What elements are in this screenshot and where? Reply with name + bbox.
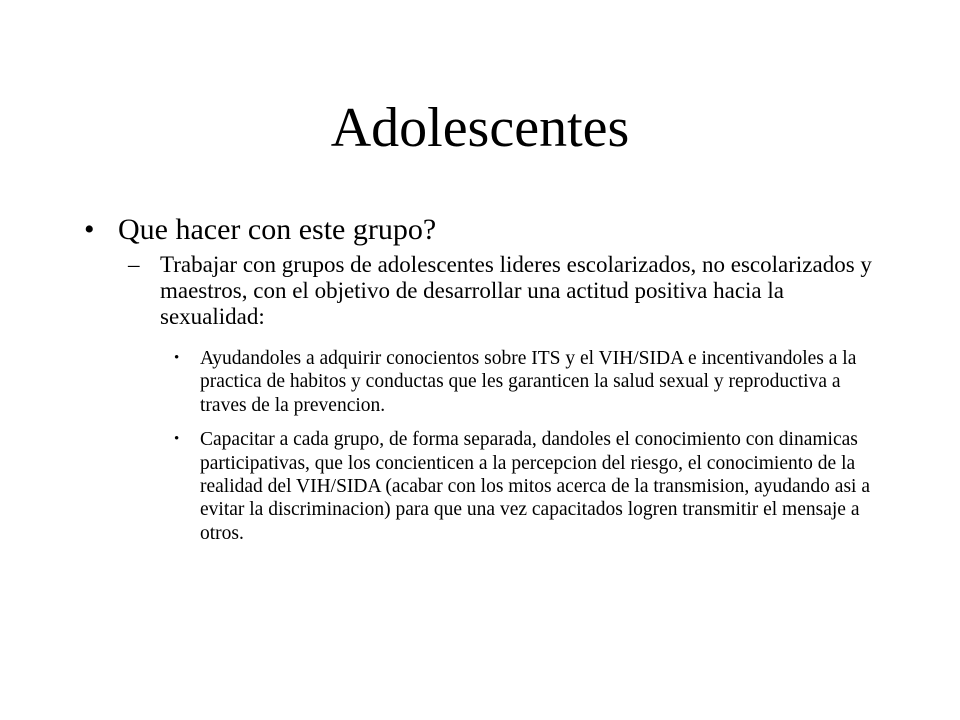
slide-title: Adolescentes — [330, 97, 630, 159]
bullet-level-1 — [84, 212, 884, 248]
bullet-marker: • — [84, 213, 95, 246]
bullet-level-2 — [128, 252, 888, 330]
bullet-text: Capacitar a cada grupo, de forma separada, dandoles el conocimiento con dinamicas participativas, que los concienticen a la percepcion del riesgo, el conocimiento de la realidad del VIH/SIDA (acabar con los mitos acerca de la transmision, ayudando asi a evitar la discriminacion) para que una vez capacitados logren transmitir el mensaje a otros. — [200, 429, 870, 544]
dash-marker: – — [128, 252, 140, 277]
bullet-text: Ayudandoles a adquirir conocientos sobre ITS y el VIH/SIDA e incentivandoles a la practica de habitos y conductas que les garanticen la salud sexual y reproductiva a traves de la prevencion. — [200, 348, 857, 416]
bullet-text: Trabajar con grupos de adolescentes lideres escolarizados, no escolarizados y maestros, con el objetivo de desarrollar una actitud positiva hacia la sexualidad: — [160, 252, 872, 329]
list-item — [174, 347, 890, 417]
bullet-level-3 — [174, 347, 890, 556]
bullet-marker: • — [174, 431, 180, 448]
list-item — [84, 212, 884, 248]
bullet-marker: • — [174, 350, 180, 366]
bullet-text: Que hacer con este grupo? — [118, 213, 437, 246]
list-item — [174, 428, 890, 545]
list-item — [128, 252, 888, 330]
